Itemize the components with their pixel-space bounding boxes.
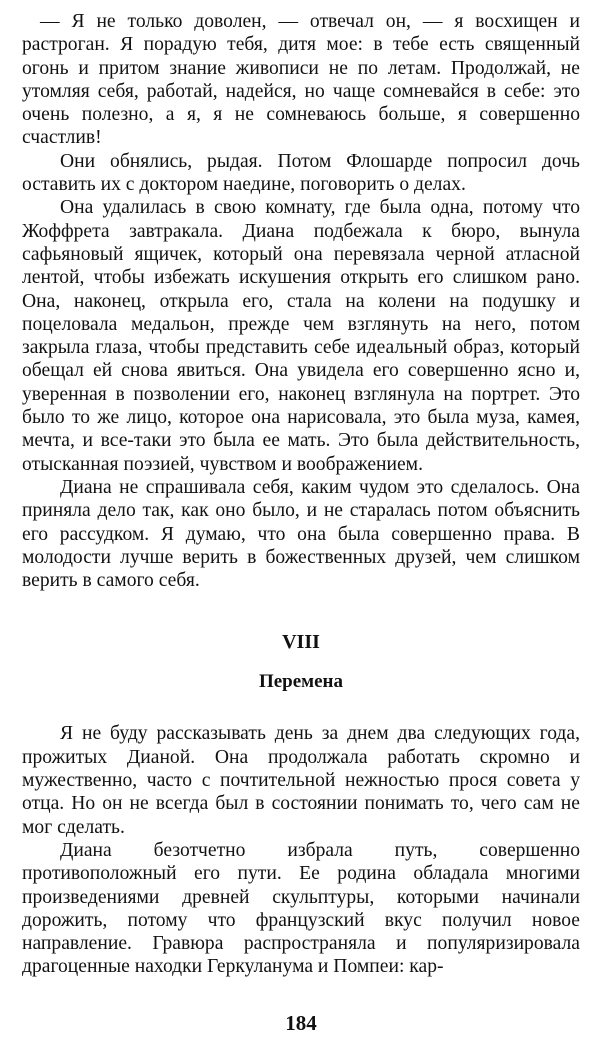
paragraph: Диана безотчетно избрала путь, совершенно противоположный его пути. Ее родина обладала многими произведениями древней скульптуры, которыми начинали дорожить, потому что французский вкус получил новое направление. Гравюра распространяла и популяризировала драгоценные находки Геркуланума и Помпеи: кар- bbox=[22, 839, 580, 978]
book-page bbox=[22, 10, 580, 1050]
text-after-chapter bbox=[22, 722, 580, 978]
paragraph: Диана не спрашивала себя, каким чудом это сделалось. Она приняла дело так, как оно было, и не старалась потом объяснить его рассудком. Я думаю, что она была совершенно права. В молодости лучше верить в божественных друзей, чем слишком верить в самого себя. bbox=[22, 476, 580, 592]
paragraph: Они обнялись, рыдая. Потом Флошарде попросил дочь оставить их с доктором наедине, поговорить о делах. bbox=[22, 150, 580, 196]
paragraph: Она удалилась в свою комнату, где была одна, потому что Жоффрета завтракала. Диана подбежала к бюро, вынула сафьяновый ящичек, который она перевязала черной атласной лентой, чтобы избежать искушения открыть его слишком рано. Она, наконец, открыла его, стала на колени на подушку и поцеловала медальон, прежде чем взглянуть на него, потом закрыла глаза, чтобы представить себе идеальный образ, который обещал ей снова явиться. Она увидела его совершенно ясно и, уверенная в позволении его, наконец взглянула на портрет. Это было то же лицо, которое она нарисовала, это была муза, камея, мечта, и все-таки это была ее мать. Это была действительность, отысканная поэзией, чувством и воображением. bbox=[22, 197, 580, 475]
text-before-chapter bbox=[22, 10, 580, 592]
chapter-number: VIII bbox=[282, 631, 320, 654]
page-number: 184 bbox=[285, 1011, 317, 1035]
paragraph: — Я не только доволен, — отвечал он, — я восхищен и растроган. Я порадую тебя, дитя мое: в тебе есть священный огонь и притом знание живописи не по летам. Продолжай, не утомляя себя, работай, надейся, но чаще сомневайся в себе: это очень полезно, а я, я не сомневаюсь больше, я совершенно счастлив! bbox=[22, 11, 580, 149]
paragraph: Я не буду рассказывать день за днем два следующих года, прожитых Дианой. Она продолжала работать скромно и мужественно, часто с почтительной нежностью прося совета у отца. Но он не всегда был в состоянии понимать то, чего сам не мог сделать. bbox=[22, 723, 580, 838]
chapter-title: Перемена bbox=[258, 671, 344, 693]
